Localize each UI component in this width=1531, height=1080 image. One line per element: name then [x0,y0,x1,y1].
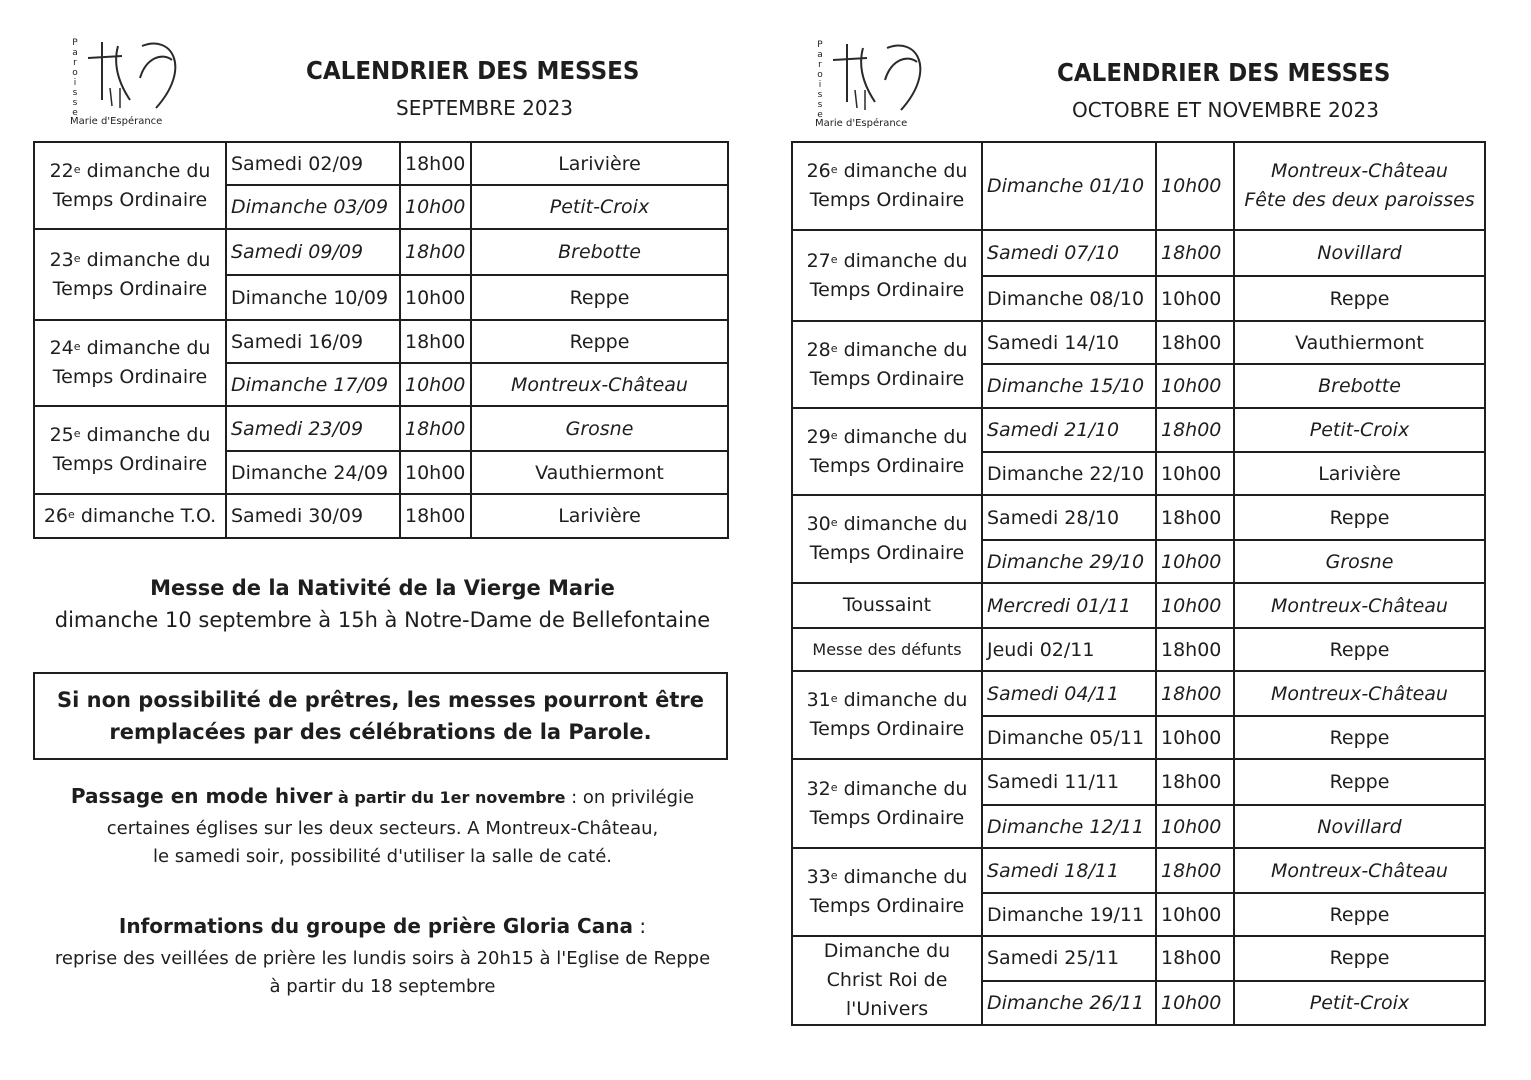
mass-time: 10h00 [1156,805,1234,848]
winter-mode-date: à partir du 1er novembre [332,788,572,807]
sunday-label: dimanche du Temps Ordinaire [809,777,968,829]
mass-time: 18h00 [1156,628,1234,671]
ordinal-suffix: e [830,341,838,355]
sunday-number: 23 [49,248,74,271]
ordinal-suffix: e [73,340,81,353]
mass-location: Montreux-Château [1234,671,1485,716]
mass-date: Samedi 02/09 [226,142,400,185]
right-page [765,0,1531,1080]
mass-time: 18h00 [1156,671,1234,716]
mass-calendar-table [33,141,729,539]
mass-location: Reppe [1234,495,1485,540]
sunday-number: 29 [806,425,831,448]
mass-date: Dimanche 10/09 [226,275,400,320]
mass-date: Dimanche 03/09 [226,185,400,229]
mass-location: Reppe [1234,276,1485,321]
mass-time: 18h00 [400,229,471,275]
liturgical-day-cell [792,321,982,408]
table-row [792,495,1485,540]
table-row [792,848,1485,893]
notice-line-2: remplacées par des célébrations de la Parole. [109,720,652,744]
mass-location: Reppe [471,275,728,320]
mass-time: 18h00 [400,142,471,185]
mass-time: 18h00 [400,494,471,538]
mass-time: 10h00 [1156,583,1234,628]
table-row [34,494,728,538]
ordinal-suffix: e [68,507,75,521]
mass-date: Dimanche 19/11 [982,893,1156,936]
mass-date: Samedi 30/09 [226,494,400,538]
ordinal-suffix: e [830,692,838,705]
mass-location: Brebotte [1234,364,1485,408]
mass-time: 10h00 [1156,716,1234,759]
mass-time: 18h00 [1156,321,1234,364]
mass-location: Reppe [1234,628,1485,671]
mass-time: 10h00 [1156,142,1234,230]
feast-label: Toussaint [842,594,932,616]
page-title: CALENDRIER DES MESSES [1057,58,1391,87]
mass-date: Dimanche 17/09 [226,363,400,406]
gloria-cana-line-3: à partir du 18 septembre [269,976,496,997]
liturgical-day-cell [792,759,982,848]
winter-mode-text: : on privilégie [571,787,695,808]
notice-box [33,672,728,760]
mass-location: Petit-Croix [1234,408,1485,452]
ordinal-suffix: e [830,428,838,442]
liturgical-day-cell [792,583,982,628]
mass-time: 18h00 [1156,230,1234,276]
mass-location: Reppe [1234,759,1485,805]
sunday-number: 32 [806,777,831,800]
mass-time: 18h00 [1156,495,1234,540]
nativity-details: dimanche 10 septembre à 15h à Notre-Dame de Bellefontaine [54,608,711,632]
logo-caption: Marie d'Espérance [815,118,908,129]
ordinal-suffix: e [73,427,81,440]
mass-location: Vauthiermont [471,451,728,494]
mass-date: Samedi 25/11 [982,936,1156,981]
ordinal-suffix: e [830,516,838,529]
mass-location: Vauthiermont [1234,321,1485,364]
ordinal-suffix: e [830,780,838,794]
mass-time: 10h00 [1156,893,1234,936]
liturgical-day-cell [792,848,982,936]
logo-signature-icon [827,40,927,118]
sunday-number: 27 [806,249,831,272]
mass-location: Reppe [1234,716,1485,759]
logo-signature-icon [82,38,182,116]
table-row [792,583,1485,628]
mass-location: Grosne [471,406,728,451]
liturgical-day-cell [792,628,982,671]
mass-time: 18h00 [1156,848,1234,893]
gloria-cana-line-2: reprise des veillées de prière les lundis soirs à 20h15 à l'Eglise de Reppe [54,948,711,969]
sunday-label: dimanche du Temps Ordinaire [809,513,968,564]
gloria-cana-heading [0,914,765,938]
sunday-number: 22 [49,159,74,182]
logo-caption: Marie d'Espérance [70,116,163,127]
table-row [34,142,728,185]
mass-location: Reppe [1234,936,1485,981]
mass-date: Samedi 16/09 [226,320,400,363]
mass-date: Dimanche 15/10 [982,364,1156,408]
mass-time: 10h00 [400,185,471,229]
table-row [792,936,1485,981]
ordinal-suffix: e [73,251,81,265]
mass-location: Montreux-Château [1234,583,1485,628]
table-row [792,230,1485,276]
liturgical-day-cell [34,406,226,494]
mass-date: Samedi 14/10 [982,321,1156,364]
mass-time: 10h00 [1156,981,1234,1026]
gloria-cana-title: Informations du groupe de prière Gloria Cana [118,914,633,938]
mass-location: Reppe [471,320,728,363]
mass-location: Larivière [1234,452,1485,495]
liturgical-day-cell [792,142,982,230]
sunday-label: dimanche du Temps Ordinaire [52,337,211,388]
feast-label: Messe des défunts [812,640,962,659]
liturgical-day-cell [34,142,226,229]
mass-date: Dimanche 26/11 [982,981,1156,1026]
notice-line-1: Si non possibilité de prêtres, les messes pourront être [57,688,704,712]
mass-location: Larivière [471,494,728,538]
gloria-cana-colon: : [632,914,647,938]
mass-location [1234,142,1485,230]
mass-time: 10h00 [400,451,471,494]
liturgical-day-cell [792,671,982,759]
mass-location: Novillard [1234,230,1485,276]
page-subtitle: OCTOBRE ET NOVEMBRE 2023 [1072,98,1379,122]
mass-time: 10h00 [1156,364,1234,408]
mass-location: Petit-Croix [1234,981,1485,1026]
table-row [792,759,1485,805]
mass-location: Montreux-Château [1234,848,1485,893]
sunday-label: dimanche du Temps Ordinaire [809,160,968,211]
sunday-label: dimanche du Temps Ordinaire [52,424,211,475]
mass-time: 10h00 [1156,540,1234,583]
sunday-number: 24 [49,337,74,359]
mass-location: Novillard [1234,805,1485,848]
mass-date: Samedi 21/10 [982,408,1156,452]
mass-date: Samedi 23/09 [226,406,400,451]
table-row [34,229,728,275]
mass-location: Grosne [1234,540,1485,583]
sunday-label: dimanche du Temps Ordinaire [809,249,968,301]
mass-date: Samedi 04/11 [982,671,1156,716]
table-row [792,628,1485,671]
mass-time: 10h00 [1156,452,1234,495]
sunday-label: dimanche du Temps Ordinaire [809,338,968,390]
liturgical-day-cell [792,936,982,1025]
left-page [0,0,765,1080]
page-subtitle: SEPTEMBRE 2023 [396,96,574,120]
table-row [792,321,1485,364]
mass-time: 10h00 [400,363,471,406]
mass-date: Dimanche 12/11 [982,805,1156,848]
sunday-number: 25 [49,424,74,446]
sunday-number: 26 [806,160,831,182]
mass-time: 18h00 [400,406,471,451]
liturgical-day-cell [34,229,226,320]
mass-location-note: Fête des deux paroisses [1244,189,1475,211]
logo-vertical-text: P a r o i s s e [72,38,78,118]
winter-mode-line-1 [0,784,765,808]
sunday-label: dimanche du Temps Ordinaire [809,425,968,477]
mass-date: Samedi 09/09 [226,229,400,275]
ordinal-suffix: e [830,869,838,882]
sunday-number: 26 [43,504,68,527]
mass-date: Samedi 07/10 [982,230,1156,276]
mass-date: Samedi 11/11 [982,759,1156,805]
mass-date: Dimanche 08/10 [982,276,1156,321]
mass-time: 18h00 [1156,759,1234,805]
liturgical-day-cell [34,494,226,538]
winter-mode-line-2: certaines églises sur les deux secteurs. A Montreux-Château, [106,818,659,839]
sunday-label: dimanche du Temps Ordinaire [809,866,968,917]
liturgical-day-cell [34,320,226,406]
mass-date: Dimanche 29/10 [982,540,1156,583]
mass-time: 18h00 [400,320,471,363]
mass-time: 10h00 [1156,276,1234,321]
feast-label: Dimanche du Christ Roi de l'Univers [823,940,951,1020]
ordinal-suffix: e [830,163,838,176]
table-row [792,671,1485,716]
sunday-number: 31 [806,689,831,711]
sunday-number: 28 [806,338,831,361]
mass-date: Samedi 18/11 [982,848,1156,893]
mass-location: Montreux-Château [471,363,728,406]
nativity-title: Messe de la Nativité de la Vierge Marie [150,576,615,600]
sunday-number: 33 [806,866,831,888]
mass-calendar-table [791,141,1486,1026]
liturgical-day-cell [792,230,982,321]
mass-date: Samedi 28/10 [982,495,1156,540]
table-row [792,142,1485,230]
mass-time: 18h00 [1156,936,1234,981]
sunday-label: dimanche du Temps Ordinaire [809,689,968,740]
mass-location: Reppe [1234,893,1485,936]
sunday-label: dimanche T.O. [74,504,217,527]
mass-date: Jeudi 02/11 [982,628,1156,671]
ordinal-suffix: e [830,252,838,266]
logo-vertical-text: P a r o i s s e [817,40,823,120]
table-row [792,408,1485,452]
mass-location: Brebotte [471,229,728,275]
winter-mode-line-3: le samedi soir, possibilité d'utiliser la salle de caté. [152,846,613,867]
parish-logo [815,40,925,135]
mass-time: 18h00 [1156,408,1234,452]
ordinal-suffix: e [73,162,81,176]
table-row [34,406,728,451]
liturgical-day-cell [792,495,982,583]
mass-date: Dimanche 05/11 [982,716,1156,759]
sunday-label: dimanche du Temps Ordinaire [52,248,211,300]
mass-location-name: Montreux-Château [1271,160,1448,182]
liturgical-day-cell [792,408,982,495]
sunday-number: 30 [806,513,831,535]
parish-logo [70,38,180,133]
winter-mode-heading: Passage en mode hiver [70,784,333,808]
mass-date: Dimanche 01/10 [982,142,1156,230]
mass-location: Larivière [471,142,728,185]
mass-time: 10h00 [400,275,471,320]
mass-date: Mercredi 01/11 [982,583,1156,628]
sunday-label: dimanche du Temps Ordinaire [52,159,211,211]
mass-date: Dimanche 24/09 [226,451,400,494]
mass-date: Dimanche 22/10 [982,452,1156,495]
page-title: CALENDRIER DES MESSES [306,56,640,85]
table-row [34,320,728,363]
mass-location: Petit-Croix [471,185,728,229]
